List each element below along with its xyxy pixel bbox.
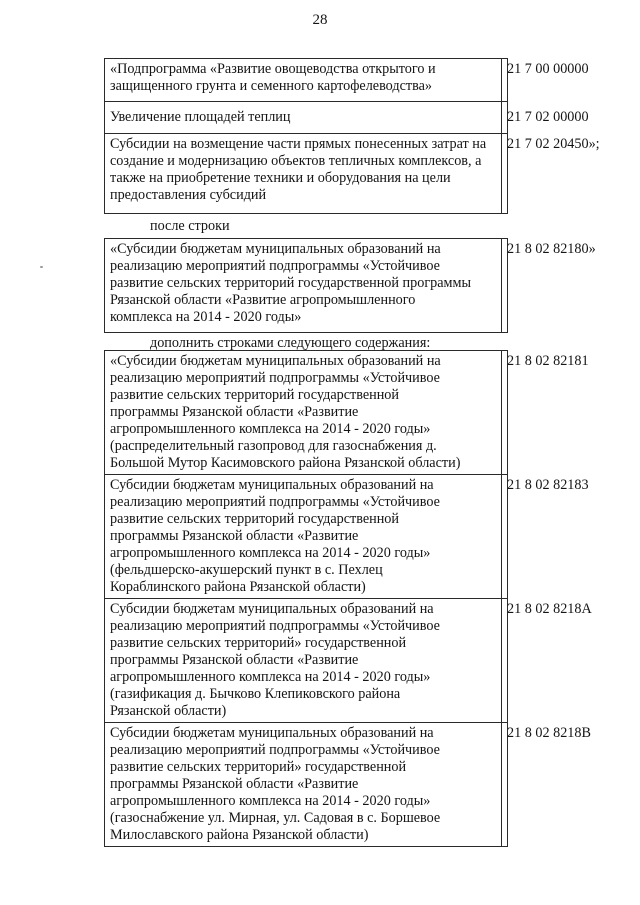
- row-code: 21 8 02 82180»: [502, 239, 508, 333]
- table-row: [105, 59, 508, 102]
- row-name: «Субсидии бюджетам муниципальных образований на реализацию мероприятий подпрограммы «Устойчивое развитие сельских территорий государственной программы Рязанской области «Развитие агропромышленного комплекса на 2014 - 2020 годы»: [105, 239, 502, 333]
- budget-code-table-top: [104, 58, 600, 214]
- table-row: [105, 351, 508, 475]
- budget-code-table-new: [104, 350, 592, 847]
- add-rows-instruction: дополнить строками следующего содержания:: [150, 335, 431, 351]
- row-code: 21 8 02 82181: [502, 351, 508, 475]
- row-name: «Подпрограмма «Развитие овощеводства открытого и защищенного грунта и семенного картофелеводства»: [105, 59, 502, 102]
- row-name: «Субсидии бюджетам муниципальных образований на реализацию мероприятий подпрограммы «Устойчивое развитие сельских территорий государственной программы Рязанской области «Развитие агропромышленного комплекса на 2014 - 2020 годы» (распределительный газопровод для газоснабжения д. Большой Мутор Касимовского района Рязанской области): [105, 351, 502, 475]
- budget-code-table-after: [104, 238, 596, 333]
- row-code: 21 7 00 00000: [502, 59, 508, 102]
- table-row: [105, 723, 508, 847]
- table-row: [105, 239, 508, 333]
- row-code: 21 8 02 8218В: [502, 723, 508, 847]
- table-row: [105, 134, 508, 214]
- row-name: Субсидии бюджетам муниципальных образований на реализацию мероприятий подпрограммы «Устойчивое развитие сельских территорий» государственной программы Рязанской области «Развитие агропромышленного комплекса на 2014 - 2020 годы» (газоснабжение ул. Мирная, ул. Садовая в с. Боршевое Милославского района Рязанской области): [105, 723, 502, 847]
- row-code: 21 7 02 00000: [502, 102, 508, 134]
- row-code: 21 7 02 20450»;: [502, 134, 508, 214]
- row-name: Субсидии бюджетам муниципальных образований на реализацию мероприятий подпрограммы «Устойчивое развитие сельских территорий» государственной программы Рязанской области «Развитие агропромышленного комплекса на 2014 - 2020 годы» (газификация д. Бычково Клепиковского района Рязанской области): [105, 599, 502, 723]
- row-name-line: предоставления субсидий: [110, 187, 267, 203]
- row-name-line: создание и модернизацию объектов тепличных комплексов, а: [110, 153, 482, 169]
- row-name-line: также на приобретение техники и оборудования на цели: [110, 170, 451, 186]
- row-code: 21 8 02 8218А: [502, 599, 508, 723]
- table-row: [105, 475, 508, 599]
- row-name-line: Субсидии на возмещение части прямых понесенных затрат на: [110, 136, 487, 152]
- page-number: 28: [312, 12, 328, 28]
- row-code: 21 8 02 82183: [502, 475, 508, 599]
- row-name: [105, 134, 502, 214]
- margin-dot: [40, 266, 43, 268]
- table-row: [105, 102, 508, 134]
- after-row-instruction: после строки: [150, 218, 230, 234]
- row-name: Субсидии бюджетам муниципальных образований на реализацию мероприятий подпрограммы «Устойчивое развитие сельских территорий государственной программы Рязанской области «Развитие агропромышленного комплекса на 2014 - 2020 годы» (фельдшерско-акушерский пункт в с. Пехлец Кораблинского района Рязанской области): [105, 475, 502, 599]
- row-name: Увеличение площадей теплиц: [105, 102, 502, 134]
- table-row: [105, 599, 508, 723]
